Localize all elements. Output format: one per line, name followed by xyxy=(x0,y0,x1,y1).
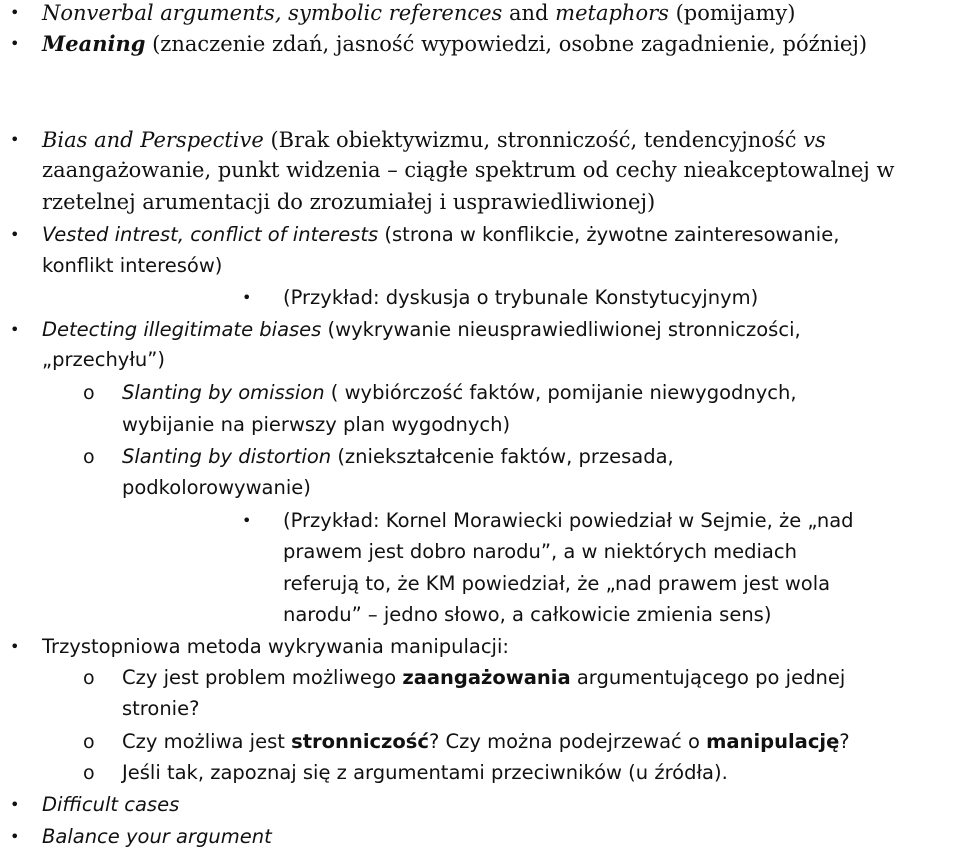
sub-list-item: Slanting by distortion (zniekształcenie faktów, przesada, xyxy=(122,445,674,468)
list-item: Nonverbal arguments, symbolic references and metaphors (pomijamy) xyxy=(42,1,796,25)
bullet-marker: • xyxy=(10,225,20,244)
bullet-marker: • xyxy=(10,130,20,149)
bullet-marker: • xyxy=(10,34,20,53)
bullet-marker: • xyxy=(242,288,252,307)
bullet-marker: • xyxy=(10,795,20,814)
sub-bullet-marker: o xyxy=(83,762,95,784)
list-item: Bias and Perspective (Brak obiektywizmu, stronniczość, tendencyjność vs xyxy=(42,128,826,152)
bullet-marker: • xyxy=(242,511,252,530)
bullet-marker: • xyxy=(10,320,20,339)
list-item: Meaning (znaczenie zdań, jasność wypowiedzi, osobne zagadnienie, później) xyxy=(42,31,868,56)
bullet-marker: • xyxy=(10,827,20,846)
sub-list-item: Slanting by omission ( wybiórczość faktów, pomijanie niewygodnych, xyxy=(122,381,797,404)
sub-bullet-marker: o xyxy=(83,667,95,689)
example-item: (Przykład: dyskusja o trybunale Konstytucyjnym) xyxy=(283,286,759,309)
list-item-continuation: zaangażowanie, punkt widzenia – ciągłe spektrum od cechy nieakceptowalnej w xyxy=(42,158,895,182)
list-item-continuation: rzetelnej arumentacji do zrozumiałej i usprawiedliwionej) xyxy=(42,190,656,214)
list-item: Trzystopniowa metoda wykrywania manipulacji: xyxy=(42,635,509,658)
list-item: Vested intrest, conflict of interests (strona w konflikcie, żywotne zainteresowanie, xyxy=(42,223,840,246)
sub-bullet-marker: o xyxy=(83,731,95,753)
sub-list-item: Czy możliwa jest stronniczość? Czy można podejrzewać o manipulację? xyxy=(122,730,850,753)
sub-list-item-continuation: podkolorowywanie) xyxy=(122,476,311,499)
list-item: Detecting illegitimate biases (wykrywanie nieusprawiedliwionej stronniczości, xyxy=(42,318,801,341)
sub-list-item: Czy jest problem możliwego zaangażowania argumentującego po jednej xyxy=(122,666,846,689)
list-item: Difficult cases xyxy=(42,793,180,816)
bullet-marker: • xyxy=(10,637,20,656)
sub-bullet-marker: o xyxy=(83,446,95,468)
sub-list-item-continuation: stronie? xyxy=(122,697,200,720)
list-item-continuation: „przechyłu”) xyxy=(42,348,165,371)
bullet-marker: • xyxy=(10,3,20,22)
example-item-continuation: narodu” – jedno słowo, a całkowicie zmienia sens) xyxy=(283,603,772,626)
list-item-continuation: konflikt interesów) xyxy=(42,254,223,277)
sub-list-item-continuation: wybijanie na pierwszy plan wygodnych) xyxy=(122,413,511,436)
example-item: (Przykład: Kornel Morawiecki powiedział w Sejmie, że „nad xyxy=(283,509,854,532)
sub-list-item: Jeśli tak, zapoznaj się z argumentami przeciwników (u źródła). xyxy=(122,761,728,784)
list-item: Balance your argument xyxy=(42,825,272,848)
example-item-continuation: referują to, że KM powiedział, że „nad prawem jest wola xyxy=(283,572,831,595)
sub-bullet-marker: o xyxy=(83,382,95,404)
example-item-continuation: prawem jest dobro narodu”, a w niektórych mediach xyxy=(283,540,797,563)
